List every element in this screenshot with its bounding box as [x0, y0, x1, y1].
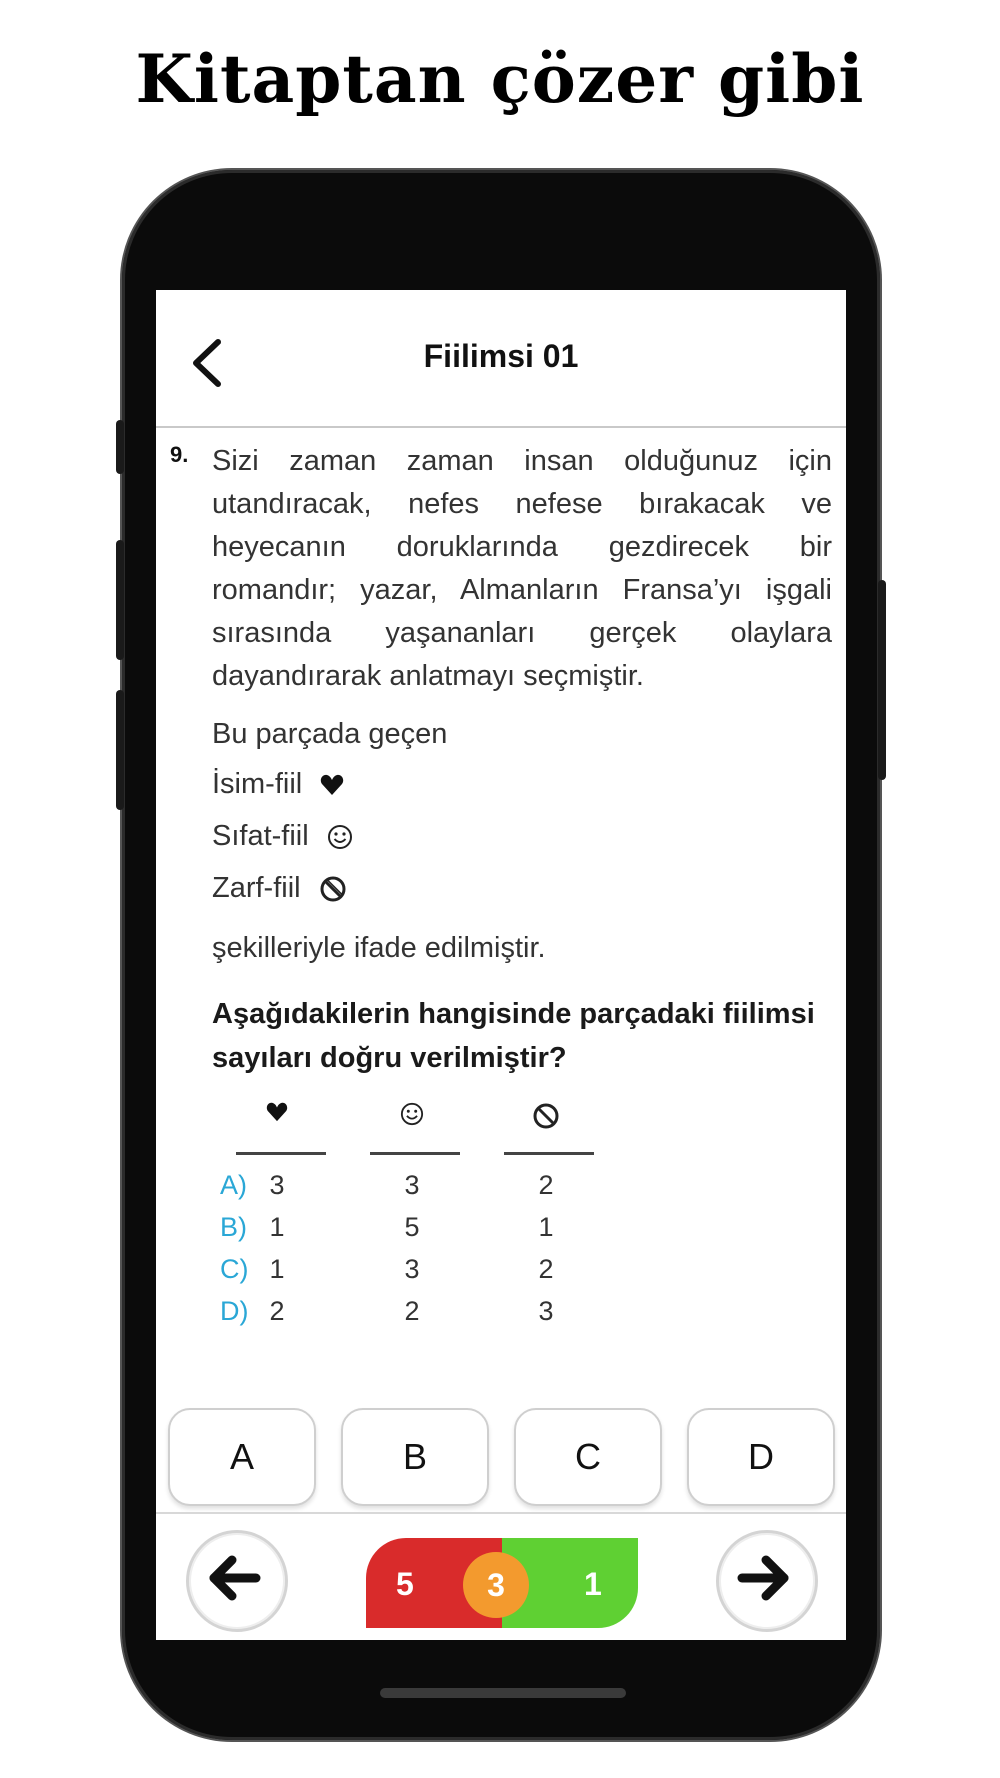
app-screen [156, 290, 846, 1640]
option-label-a: A) [220, 1170, 247, 1200]
smiley-icon [327, 824, 353, 850]
heart-icon [266, 1102, 288, 1122]
phone-volume-up [116, 540, 124, 660]
column-divider [370, 1152, 460, 1155]
column-divider [504, 1152, 594, 1155]
previous-question-button[interactable] [186, 1530, 288, 1632]
question-outro: şekilleriyle ifade edilmiştir. [212, 932, 546, 964]
smiley-icon [400, 1102, 424, 1126]
legend-item-zarf-fiil [212, 872, 347, 905]
table-cell: 1 [538, 1212, 554, 1242]
empty-count: 3 [463, 1552, 529, 1618]
phone-volume-down [116, 690, 124, 810]
divider [156, 1512, 846, 1514]
question-intro: Bu parçada geçen [212, 718, 448, 750]
column-header-isim-fiil [232, 1102, 322, 1127]
legend-label: İsim-fiil [212, 768, 303, 800]
question-prompt: Aşağıdakilerin hangisinde parçadaki fiilimsi sayıları doğru verilmiştir? [212, 998, 815, 1074]
legend-label: Zarf-fiil [212, 872, 301, 904]
table-cell: 2 [404, 1296, 420, 1326]
question-text: Sizi zaman zaman insan olduğunuz için utandıracak, nefes nefese bırakacak ve heyecanın doruklarında gezdirecek bir romandır; yazar, Almanların Fransa’yı işgali sırasında yaşananları gerçek olaylara dayandırarak anlatmayı seçmiştir. [212, 445, 832, 692]
legend-item-isim-fiil [212, 768, 344, 801]
option-label-c: C) [220, 1254, 249, 1284]
wrong-count: 5 [396, 1566, 414, 1602]
table-cell: 1 [269, 1254, 285, 1284]
column-header-zarf-fiil [501, 1102, 591, 1135]
option-label-b: B) [220, 1212, 247, 1242]
next-question-button[interactable] [716, 1530, 818, 1632]
home-indicator [380, 1688, 626, 1698]
answer-button-a[interactable]: A [168, 1408, 316, 1506]
app-bar [156, 290, 846, 428]
table-cell: 3 [404, 1170, 420, 1200]
headline: Kitaptan çözer gibi [135, 40, 865, 118]
correct-count: 1 [584, 1566, 602, 1602]
answer-button-b[interactable]: B [341, 1408, 489, 1506]
table-cell: 2 [538, 1170, 554, 1200]
arrow-left-icon [186, 1530, 282, 1626]
legend-item-sifat-fiil [212, 820, 353, 853]
table-cell: 3 [538, 1296, 554, 1326]
question-number: 9. [170, 442, 189, 467]
phone-power-button [878, 580, 886, 780]
legend-label: Sıfat-fiil [212, 820, 309, 852]
page-title: Fiilimsi 01 [423, 338, 579, 374]
table-cell: 3 [404, 1254, 420, 1284]
option-label-d: D) [220, 1296, 249, 1326]
heart-icon [320, 774, 344, 796]
table-cell: 5 [404, 1212, 420, 1242]
prohibited-icon [319, 875, 347, 903]
column-header-sifat-fiil [367, 1102, 457, 1131]
answer-button-c[interactable]: C [514, 1408, 662, 1506]
arrow-right-icon [716, 1530, 812, 1626]
prohibited-icon [532, 1102, 560, 1130]
table-cell: 2 [538, 1254, 554, 1284]
table-cell: 2 [269, 1296, 285, 1326]
table-cell: 1 [269, 1212, 285, 1242]
answer-button-d[interactable]: D [687, 1408, 835, 1506]
column-divider [236, 1152, 326, 1155]
phone-side-button [116, 420, 124, 474]
table-cell: 3 [269, 1170, 285, 1200]
